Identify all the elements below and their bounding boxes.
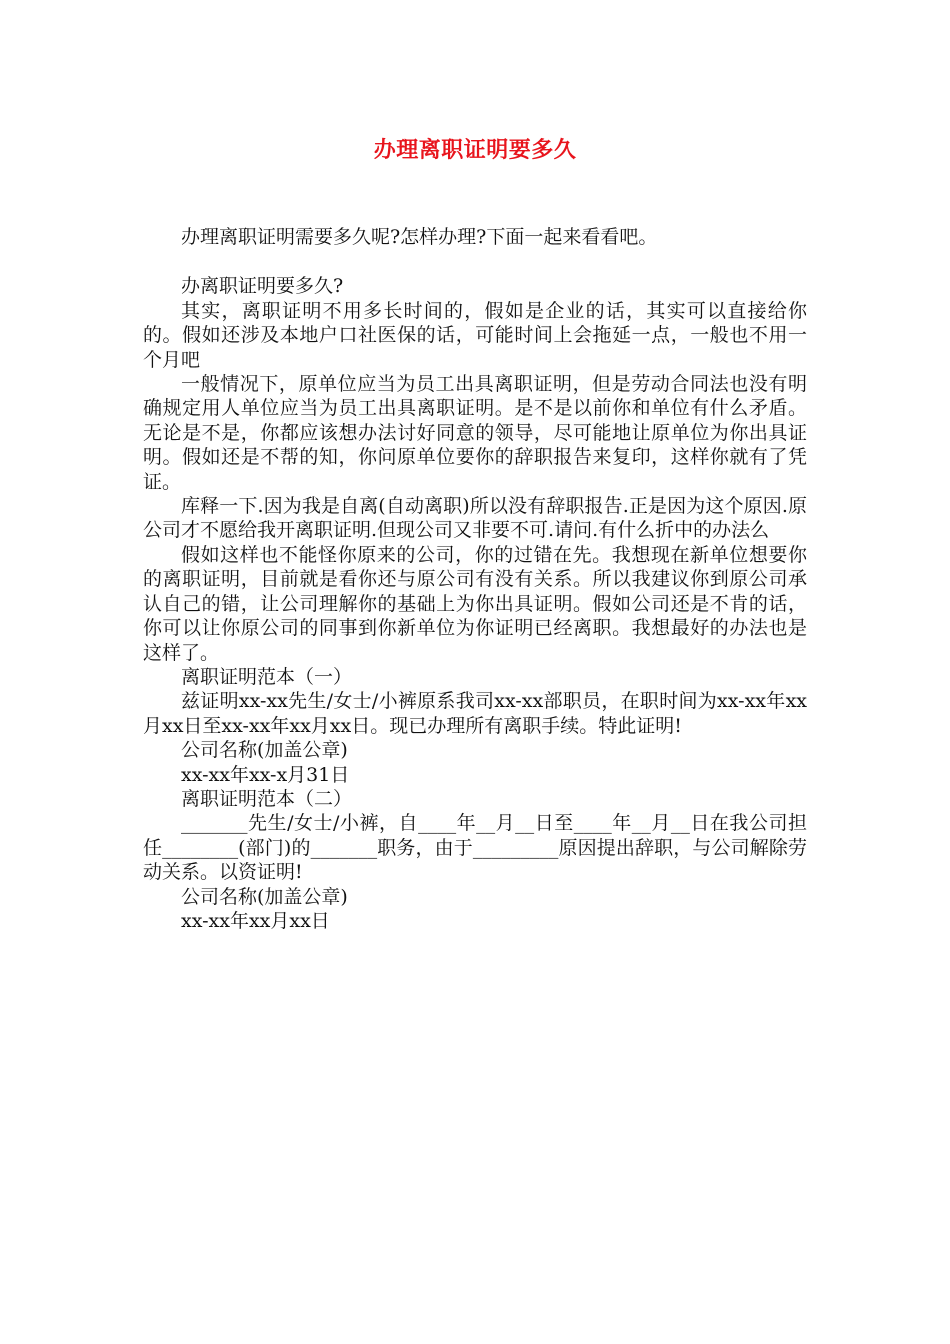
- paragraph-answer-2: 一般情况下，原单位应当为员工出具离职证明，但是劳动合同法也没有明确规定用人单位应当为员工出具离职证明。是不是以前你和单位有什么矛盾。无论是不是，你都应该想办法讨好同意的领导，尽可能地让原单位为你出具证明。假如还是不帮的知，你问原单位要你的辞职报告来复印，这样你就有了凭证。: [143, 373, 807, 493]
- paragraph-followup-answer: 假如这样也不能怪你原来的公司，你的过错在先。我想现在新单位想要你的离职证明，目前就是看你还与原公司有没有关系。所以我建议你到原公司承认自己的错，让公司理解你的基础上为你出具证明。假如公司还是不肯的话，你可以让你原公司的同事到你新单位为你证明已经离职。我想最好的办法也是这样了。: [143, 543, 807, 664]
- template-2-date: xx-xx年xx月xx日: [181, 909, 330, 932]
- template-2-company: 公司名称(加盖公章): [181, 885, 348, 908]
- paragraph-answer-1: 其实，离职证明不用多长时间的，假如是企业的话，其实可以直接给你的。假如还涉及本地户口社医保的话，可能时间上会拖延一点，一般也不用一个月吧: [143, 299, 807, 371]
- template-1-body: 兹证明xx-xx先生/女士/小裤原系我司xx-xx部职员，在职时间为xx-xx年xx月xx日至xx-xx年xx月xx日。现已办理所有离职手续。特此证明!: [143, 690, 807, 737]
- paragraph-intro: 办理离职证明需要多久呢?怎样办理?下面一起来看看吧。: [181, 226, 658, 248]
- template-1-date: xx-xx年xx-x月31日: [181, 763, 350, 786]
- template-2-heading: 离职证明范本（二）: [181, 787, 353, 810]
- document-body: [143, 225, 807, 933]
- document-title: 办理离职证明要多久: [373, 138, 577, 163]
- paragraph-followup-question: 库释一下.因为我是自离(自动离职)所以没有辞职报告.正是因为这个原因.原公司才不愿给我开离职证明.但现公司又非要不可.请问.有什么折中的办法么: [143, 495, 807, 542]
- template-1-company: 公司名称(加盖公章): [181, 739, 348, 762]
- template-2-body: _______先生/女士/小裤，自____年__月__日至____年__月__日在我公司担任________(部门)的_______职务，由于_________原因提出辞职，与公司解除劳动关系。以资证明!: [143, 812, 807, 884]
- paragraph-question: 办离职证明要多久?: [181, 275, 344, 298]
- template-1-heading: 离职证明范本（一）: [181, 665, 353, 688]
